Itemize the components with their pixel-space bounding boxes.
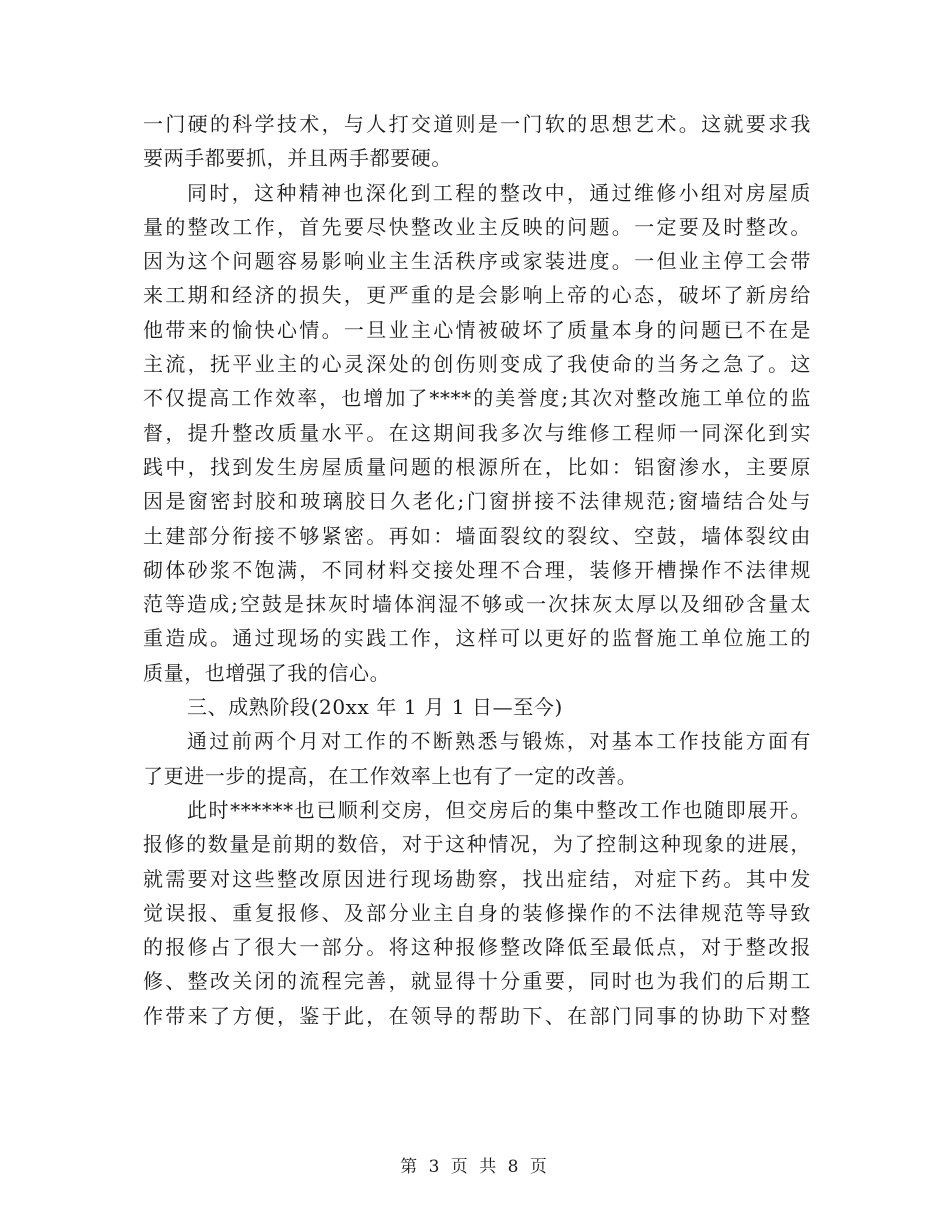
text-line: 督，提升整改质量水平。在这期间我多次与维修工程师一同深化到实: [143, 420, 811, 445]
document-body: [143, 107, 811, 1033]
text-line: 修、整改关闭的流程完善，就显得十分重要，同时也为我们的后期工: [143, 969, 811, 994]
page-number: 第 3 页 共 8 页: [400, 1157, 550, 1177]
text-line: 觉误报、重复报修、及部分业主自身的装修操作的不法律规范等导致: [143, 900, 811, 925]
text-line: 报修的数量是前期的数倍，对于这种情况，为了控制这种现象的进展，: [143, 832, 811, 857]
text-line: 同时，这种精神也深化到工程的整改中，通过维修小组对房屋质: [187, 180, 811, 205]
text-line: 质量，也增强了我的信心。: [143, 660, 391, 685]
text-line: 此时******也已顺利交房，但交房后的集中整改工作也随即展开。: [187, 797, 811, 822]
text-line: 他带来的愉快心情。一旦业主心情被破坏了质量本身的问题已不在是: [143, 317, 811, 342]
text-line: 一门硬的科学技术，与人打交道则是一门软的思想艺术。这就要求我: [143, 112, 811, 136]
text-line: 量的整改工作，首先要尽快整改业主反映的问题。一定要及时整改。: [143, 214, 811, 239]
text-line: 砌体砂浆不饱满，不同材料交接处理不合理，装修开槽操作不法律规: [143, 557, 811, 582]
text-line: 作带来了方便，鉴于此，在领导的帮助下、在部门同事的协助下对整: [143, 1003, 811, 1028]
text-line: 的报修占了很大一部分。将这种报修整改降低至最低点，对于整改报: [143, 935, 811, 960]
text-line: 主流，抚平业主的心灵深处的创伤则变成了我使命的当务之急了。这: [143, 352, 811, 377]
text-line: 了更进一步的提高，在工作效率上也有了一定的改善。: [143, 763, 638, 788]
text-line: 通过前两个月对工作的不断熟悉与锻炼，对基本工作技能方面有: [187, 729, 811, 754]
section-heading: 三、成熟阶段(20xx 年 1 月 1 日—至今): [187, 695, 563, 720]
text-line: 就需要对这些整改原因进行现场勘察，找出症结，对症下药。其中发: [143, 866, 811, 891]
text-line: 土建部分衔接不够紧密。再如：墙面裂纹的裂纹、空鼓，墙体裂纹由: [143, 523, 811, 548]
text-line: 践中，找到发生房屋质量问题的根源所在，比如：铝窗渗水，主要原: [143, 454, 811, 479]
text-line: 来工期和经济的损失，更严重的是会影响上帝的心态，破坏了新房给: [143, 283, 811, 308]
text-line: 要两手都要抓，并且两手都要硬。: [143, 146, 452, 171]
text-line: 范等造成;空鼓是抹灰时墙体润湿不够或一次抹灰太厚以及细砂含量太: [143, 592, 811, 617]
text-line: 因为这个问题容易影响业主生活秩序或家装进度。一但业主停工会带: [143, 249, 811, 274]
text-line: 重造成。通过现场的实践工作，这样可以更好的监督施工单位施工的: [143, 626, 811, 651]
text-line: 不仅提高工作效率，也增加了****的美誉度;其次对整改施工单位的监: [143, 386, 811, 411]
text-line: 因是窗密封胶和玻璃胶日久老化;门窗拼接不法律规范;窗墙结合处与: [143, 489, 811, 514]
